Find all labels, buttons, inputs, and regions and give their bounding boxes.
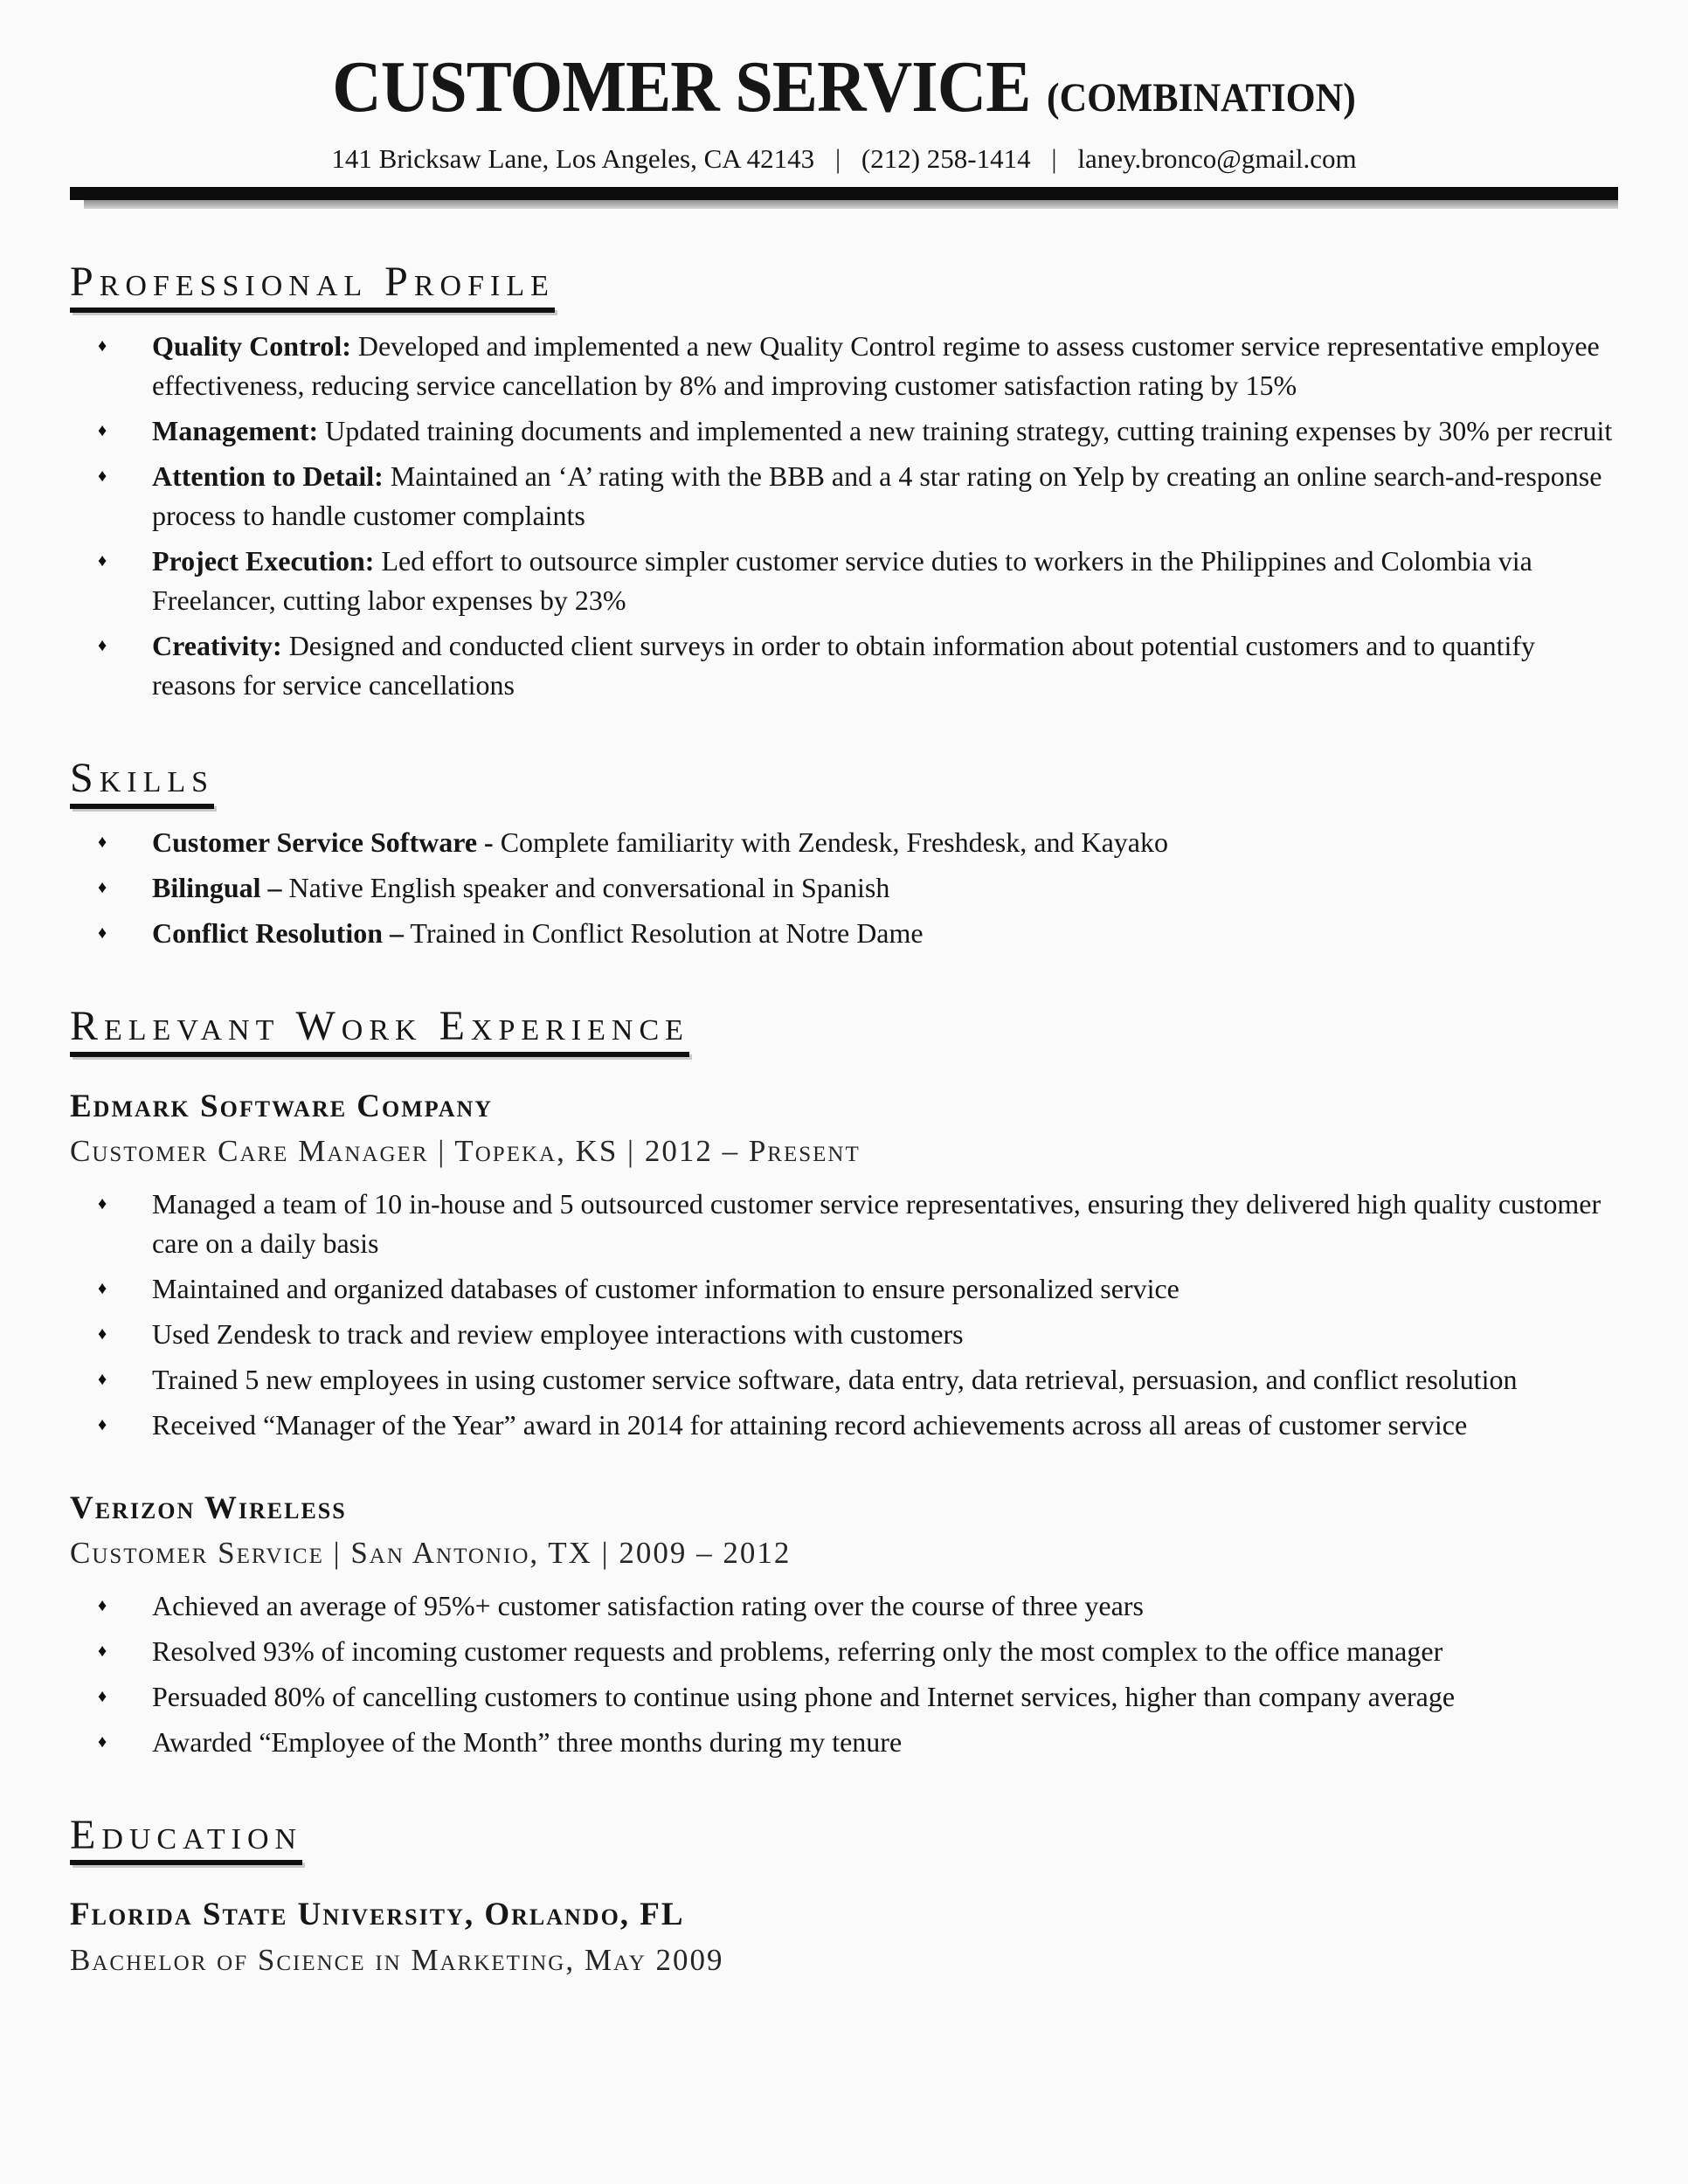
bullet-diamond-icon: ♦ (98, 635, 107, 655)
bullet-detail: Trained in Conflict Resolution at Notre Dame (404, 916, 924, 949)
resume-header (70, 46, 1618, 209)
bullet-diamond-icon: ♦ (98, 1369, 107, 1389)
bullet-text (152, 914, 1618, 953)
resume-title-suffix: (COMBINATION) (1047, 75, 1356, 121)
bullet-label: Quality Control: (152, 329, 351, 362)
list-item (70, 1677, 1618, 1717)
heading-underline (70, 308, 555, 313)
bullet-text (152, 626, 1618, 705)
bullet-detail: Updated training documents and implemented a new training strategy, cutting training expenses by 30% per recruit (318, 414, 1613, 446)
heading-education (70, 1813, 302, 1866)
bullet-diamond-icon: ♦ (98, 1686, 107, 1706)
bullet-text: Received “Manager of the Year” award in 2014 for attaining record achievements across all areas of customer service (152, 1408, 1468, 1441)
heading-underline (70, 1052, 689, 1057)
education-degree: Bachelor of Science in Marketing, May 2009 (70, 1942, 724, 1977)
bullet-label: Customer Service Software - (152, 826, 494, 858)
job-bullets (70, 1586, 1618, 1762)
list-item (70, 868, 1618, 908)
job-edmark (70, 1087, 1618, 1445)
list-item (70, 823, 1618, 862)
title-line (124, 46, 1564, 128)
bullet-text (152, 868, 1618, 908)
list-item (70, 1723, 1618, 1762)
bullet-text: Used Zendesk to track and review employee interactions with customers (152, 1317, 964, 1350)
section-title: Skills (70, 754, 215, 801)
heading-underline (70, 804, 214, 809)
list-item (70, 626, 1618, 705)
list-item (70, 1632, 1618, 1671)
resume-title: CUSTOMER SERVICE (332, 46, 1031, 128)
heading-skills (70, 756, 214, 809)
bullet-text (152, 411, 1618, 451)
bullet-diamond-icon: ♦ (98, 923, 107, 943)
header-rule-bar (70, 187, 1618, 200)
company-name: Verizon Wireless (70, 1489, 347, 1526)
bullet-detail: Led effort to outsource simpler customer service duties to workers in the Philippines and Colombia via Freelancer, cutting labor expenses by 23% (152, 544, 1532, 616)
section-professional-profile (70, 259, 1618, 705)
bullet-text (152, 542, 1618, 620)
bullet-diamond-icon: ♦ (98, 1324, 107, 1344)
list-item (70, 1315, 1618, 1354)
list-item (70, 457, 1618, 536)
contact-phone: (212) 258-1414 (861, 143, 1031, 175)
bullet-label: Attention to Detail: (152, 460, 384, 492)
heading-work-experience (70, 1004, 689, 1057)
section-title: Education (70, 1811, 303, 1858)
bullet-text: Persuaded 80% of cancelling customers to continue using phone and Internet services, higher than company average (152, 1680, 1456, 1712)
list-item (70, 1269, 1618, 1309)
section-work-experience (70, 1004, 1618, 1762)
contact-separator: | (834, 143, 841, 175)
company-name: Edmark Software Company (70, 1088, 494, 1124)
bullet-diamond-icon: ♦ (98, 1414, 107, 1434)
bullet-detail: Maintained an ‘A’ rating with the BBB and a 4 star rating on Yelp by creating an online search-and-response process to handle customer complaints (152, 460, 1602, 531)
contact-separator: | (1051, 143, 1057, 175)
list-item (70, 1406, 1618, 1445)
bullet-diamond-icon: ♦ (98, 877, 107, 897)
role-line: Customer Service | San Antonio, TX | 2009 – 2012 (70, 1535, 792, 1570)
list-item (70, 1360, 1618, 1400)
bullet-text (152, 823, 1618, 862)
section-title: Relevant Work Experience (70, 1002, 689, 1049)
bullet-diamond-icon: ♦ (98, 1278, 107, 1298)
heading-underline (70, 1860, 302, 1865)
list-item (70, 1185, 1618, 1263)
bullet-text (152, 457, 1618, 536)
job-bullets (70, 1185, 1618, 1445)
list-item (70, 542, 1618, 620)
bullet-label: Conflict Resolution – (152, 916, 404, 949)
list-item (70, 327, 1618, 405)
bullet-diamond-icon: ♦ (98, 550, 107, 570)
role-line: Customer Care Manager | Topeka, KS | 2012 – Present (70, 1133, 861, 1168)
contact-line (70, 143, 1618, 175)
skills-bullets (70, 823, 1618, 953)
bullet-text: Managed a team of 10 in-house and 5 outsourced customer service representatives, ensuring they delivered high quality customer care on a daily basis (152, 1187, 1602, 1259)
bullet-text: Awarded “Employee of the Month” three months during my tenure (152, 1725, 903, 1758)
job-verizon (70, 1489, 1618, 1762)
heading-professional-profile (70, 259, 555, 313)
list-item (70, 1586, 1618, 1626)
bullet-detail: Developed and implemented a new Quality Control regime to assess customer service representative employee effectiveness, reducing service cancellation by 8% and improving customer satisfaction rating by 15% (152, 329, 1600, 401)
bullet-text: Resolved 93% of incoming customer requests and problems, referring only the most complex to the office manager (152, 1635, 1443, 1667)
bullet-detail: Native English speaker and conversational in Spanish (281, 871, 890, 903)
bullet-detail: Complete familiarity with Zendesk, Freshdesk, and Kayako (493, 826, 1168, 858)
section-education (70, 1813, 1618, 1980)
header-rule (70, 187, 1618, 209)
bullet-diamond-icon: ♦ (98, 1193, 107, 1213)
bullet-text (152, 327, 1618, 405)
bullet-label: Management: (152, 414, 319, 446)
bullet-label: Bilingual – (152, 871, 282, 903)
section-skills (70, 756, 1618, 953)
bullet-text: Achieved an average of 95%+ customer satisfaction rating over the course of three years (152, 1589, 1144, 1621)
bullet-text: Trained 5 new employees in using customer service software, data entry, data retrieval, persuasion, and conflict resolution (152, 1363, 1518, 1395)
bullet-diamond-icon: ♦ (98, 1595, 107, 1615)
contact-address: 141 Bricksaw Lane, Los Angeles, CA 42143 (331, 143, 815, 175)
section-title: Professional Profile (70, 259, 555, 306)
bullet-diamond-icon: ♦ (98, 466, 107, 486)
bullet-diamond-icon: ♦ (98, 420, 107, 440)
bullet-diamond-icon: ♦ (98, 1641, 107, 1661)
header-rule-shadow (84, 200, 1618, 209)
bullet-text: Maintained and organized databases of customer information to ensure personalized service (152, 1272, 1180, 1304)
list-item (70, 914, 1618, 953)
profile-bullets (70, 327, 1618, 705)
education-school: Florida State University, Orlando, FL (70, 1897, 685, 1933)
bullet-diamond-icon: ♦ (98, 1731, 107, 1752)
bullet-label: Creativity: (152, 629, 282, 661)
education-entry (70, 1895, 1618, 1979)
bullet-diamond-icon: ♦ (98, 832, 107, 852)
bullet-diamond-icon: ♦ (98, 335, 107, 356)
bullet-detail: Designed and conducted client surveys in order to obtain information about potential customers and to quantify reasons for service cancellations (152, 629, 1535, 701)
contact-email: laney.bronco@gmail.com (1077, 143, 1357, 175)
list-item (70, 411, 1618, 451)
bullet-label: Project Execution: (152, 544, 375, 577)
